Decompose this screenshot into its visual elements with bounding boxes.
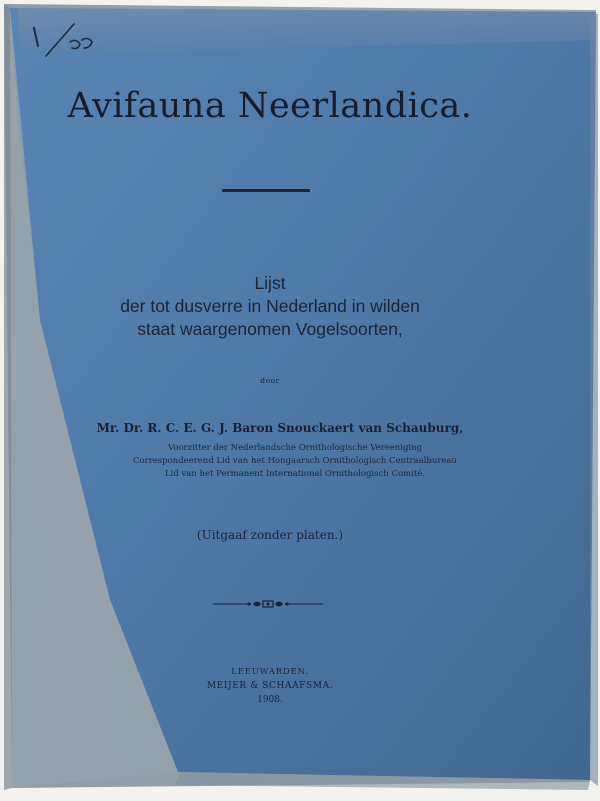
handwritten-note — [18, 18, 108, 68]
edition-note: (Uitgaaf zonder platen.) — [196, 528, 344, 542]
author-name: Mr. Dr. R. C. E. G. J. Baron Snouckaert van Schauburg, — [96, 421, 464, 435]
publication-place: LEEUWARDEN. — [231, 667, 309, 677]
by-label: door — [260, 376, 280, 385]
author-role-1: Voorzitter der Nederlandsche Ornithologische Vereeniging — [167, 443, 423, 453]
book-title: Avifauna Neerlandica. — [67, 86, 473, 126]
publication-year: 1908. — [257, 695, 283, 705]
author-role-3: Lid van het Permanent International Ornithologisch Comité. — [164, 469, 425, 479]
ornament-divider-icon — [213, 597, 323, 611]
author-role-2: Correspondeerend Lid van het Hongaarsch Ornithologisch Centraalbureau — [133, 456, 457, 466]
publisher-name: MEIJER & SCHAAFSMA. — [206, 681, 334, 691]
title-divider-rule — [222, 189, 310, 192]
subtitle-line-1: Lijst — [254, 273, 286, 293]
subtitle-line-2: der tot dusverre in Nederland in wilden — [120, 296, 420, 316]
subtitle-line-3: staat waargenomen Vogelsoorten, — [137, 319, 403, 339]
